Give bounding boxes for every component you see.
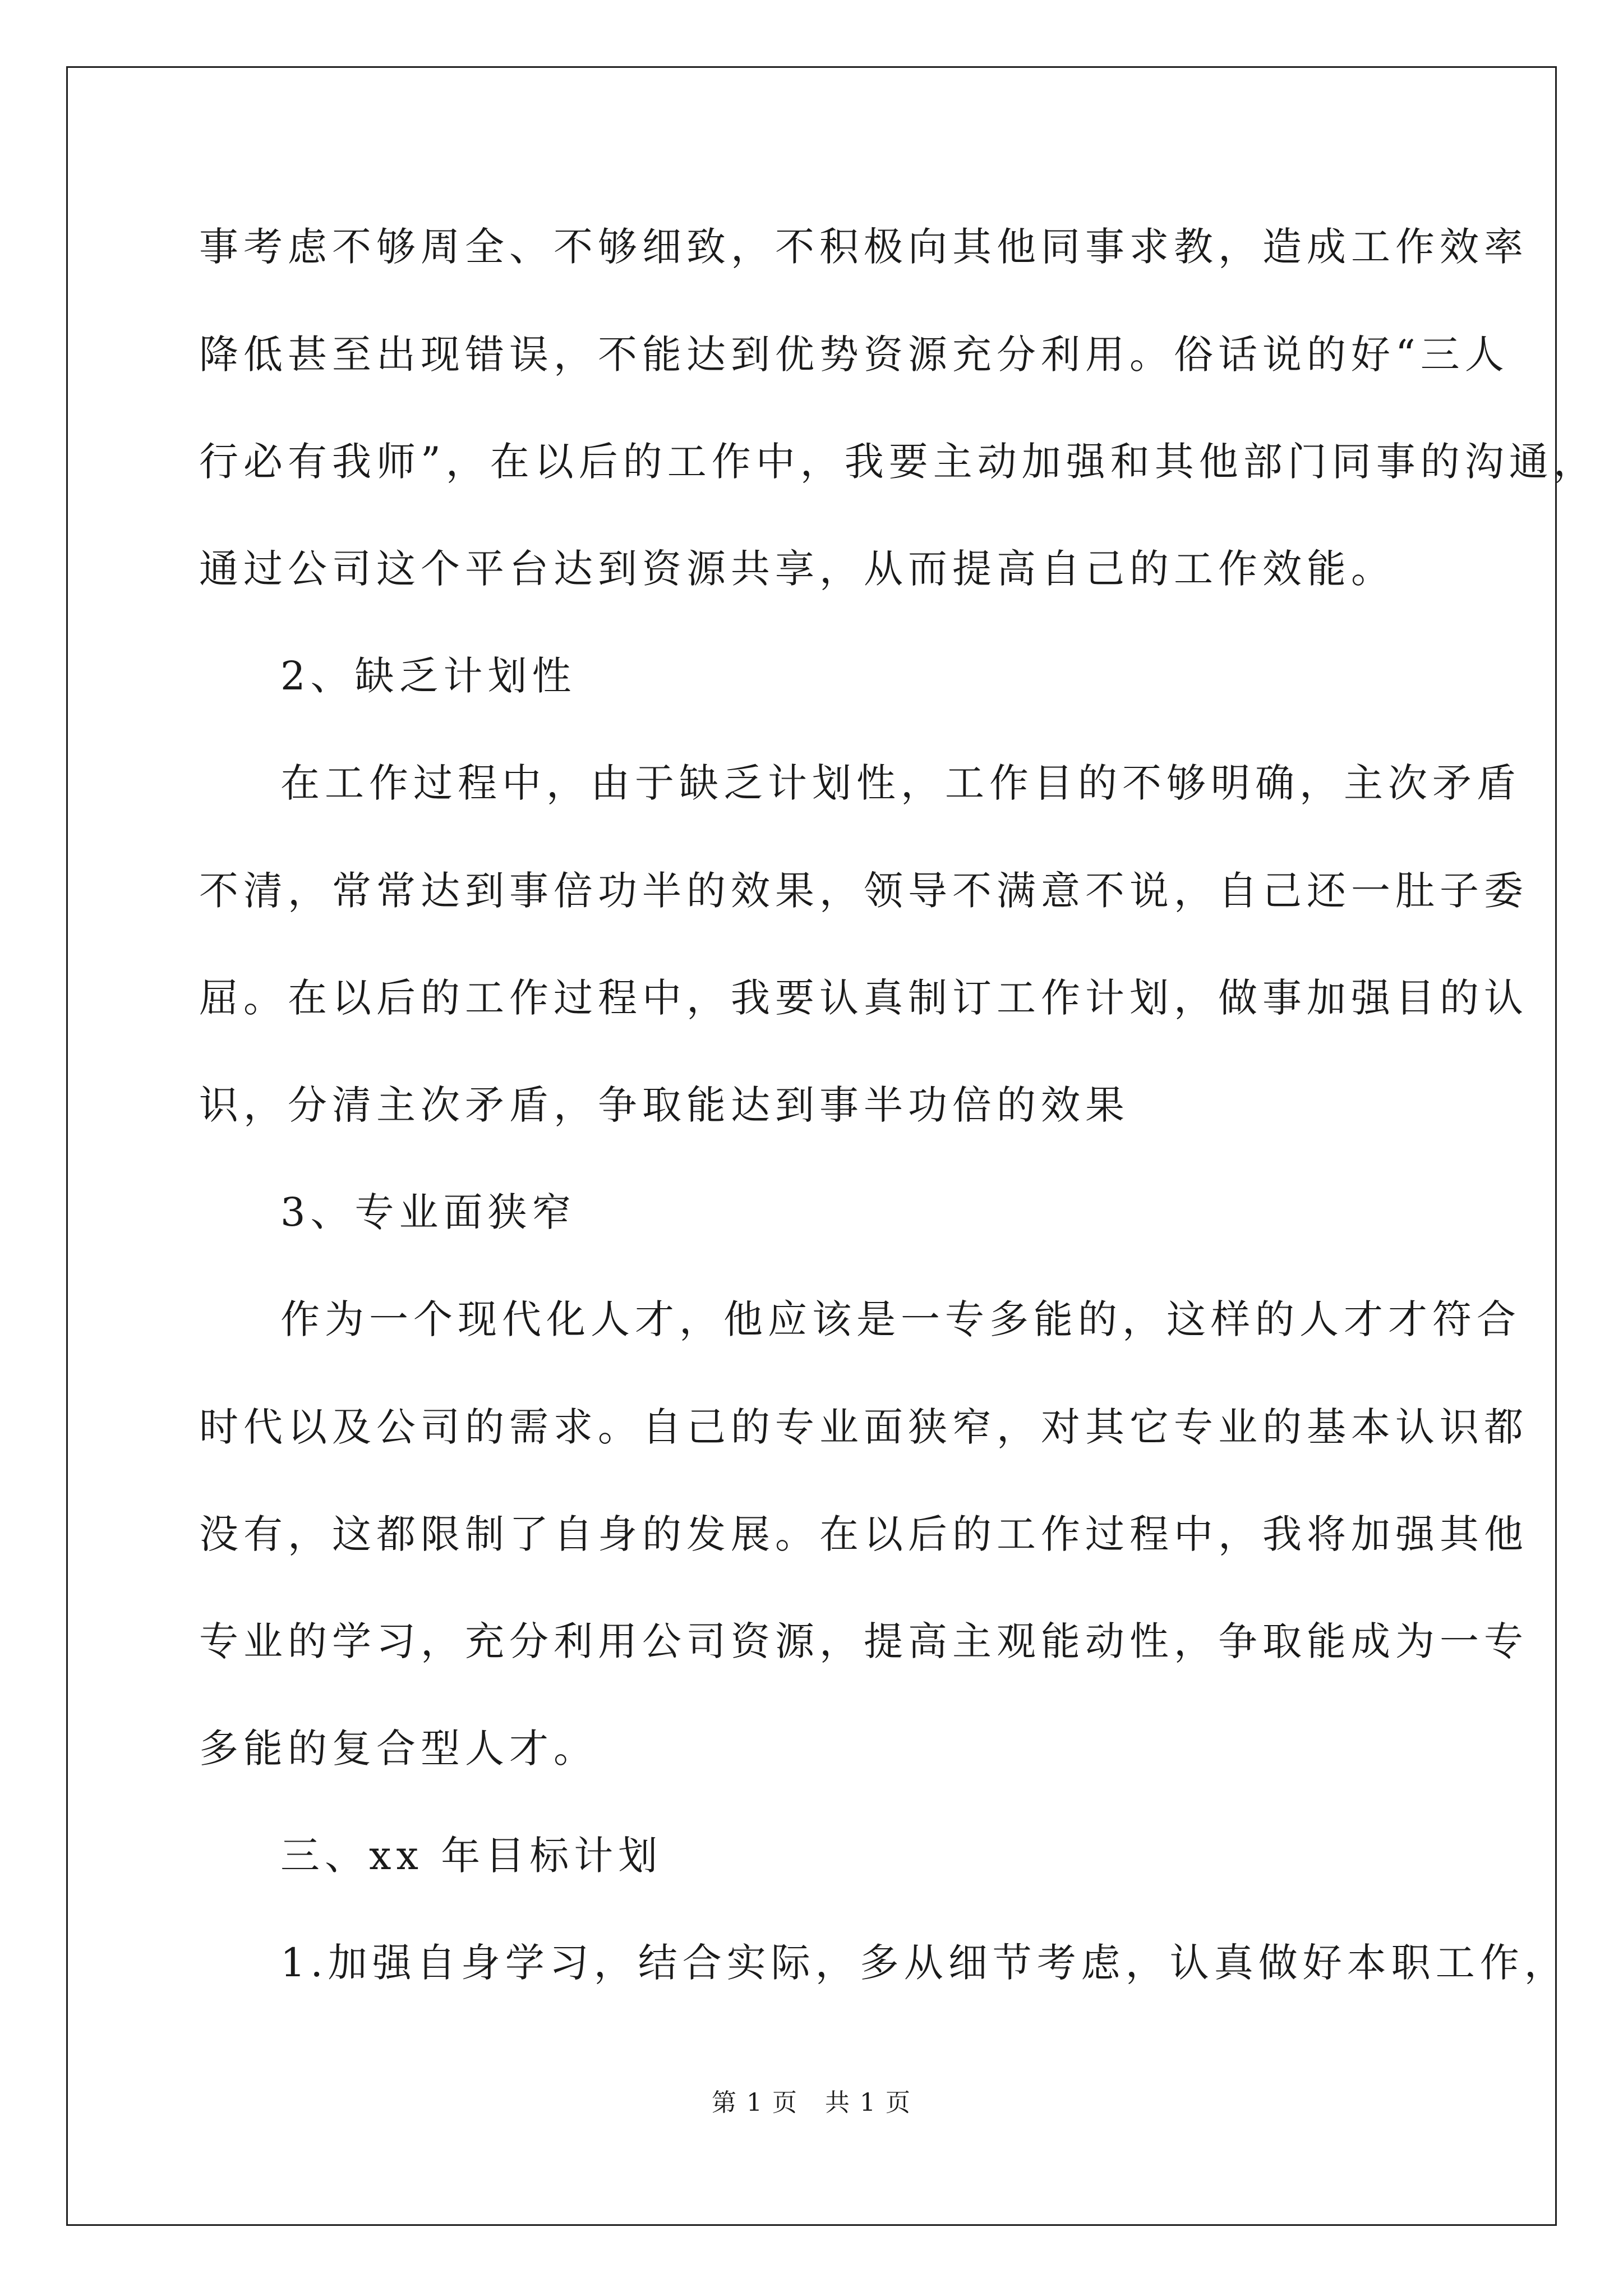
paragraph-line: 没有，这都限制了自身的发展。在以后的工作过程中，我将加强其他 xyxy=(199,1511,1528,1557)
paragraph-line: 在工作过程中，由于缺乏计划性，工作目的不够明确，主次矛盾 xyxy=(280,760,1521,806)
section-heading-3: 3、专业面狭窄 xyxy=(280,1189,577,1235)
paragraph-line: 行必有我师”，在以后的工作中，我要主动加强和其他部门同事的沟通， xyxy=(199,439,1598,485)
paragraph-line: 不清，常常达到事倍功半的效果，领导不满意不说，自己还一肚子委 xyxy=(199,868,1528,914)
paragraph-line: 事考虑不够周全、不够细致，不积极向其他同事求教，造成工作效率 xyxy=(199,224,1528,270)
section-heading-2: 2、缺乏计划性 xyxy=(280,653,577,699)
paragraph-line: 通过公司这个平台达到资源共享，从而提高自己的工作效能。 xyxy=(199,546,1395,592)
paragraph-line: 降低甚至出现错误，不能达到优势资源充分利用。俗话说的好“三人 xyxy=(199,332,1509,378)
paragraph-line: 识，分清主次矛盾，争取能达到事半功倍的效果 xyxy=(199,1082,1129,1128)
section-heading-goals: 三、xx 年目标计划 xyxy=(280,1833,663,1879)
paragraph-line: 时代以及公司的需求。自己的专业面狭窄，对其它专业的基本认识都 xyxy=(199,1404,1528,1450)
page-footer: 第 1 页 共 1 页 xyxy=(712,2088,911,2117)
page-border xyxy=(66,66,1557,2226)
paragraph-line: 专业的学习，充分利用公司资源，提高主观能动性，争取能成为一专 xyxy=(199,1618,1528,1664)
paragraph-line: 屈。在以后的工作过程中，我要认真制订工作计划，做事加强目的认 xyxy=(199,975,1528,1021)
paragraph-line: 1.加强自身学习，结合实际，多从细节考虑，认真做好本职工作， xyxy=(280,1940,1569,1986)
paragraph-line: 多能的复合型人才。 xyxy=(199,1726,598,1772)
paragraph-line: 作为一个现代化人才，他应该是一专多能的，这样的人才才符合 xyxy=(280,1296,1521,1342)
